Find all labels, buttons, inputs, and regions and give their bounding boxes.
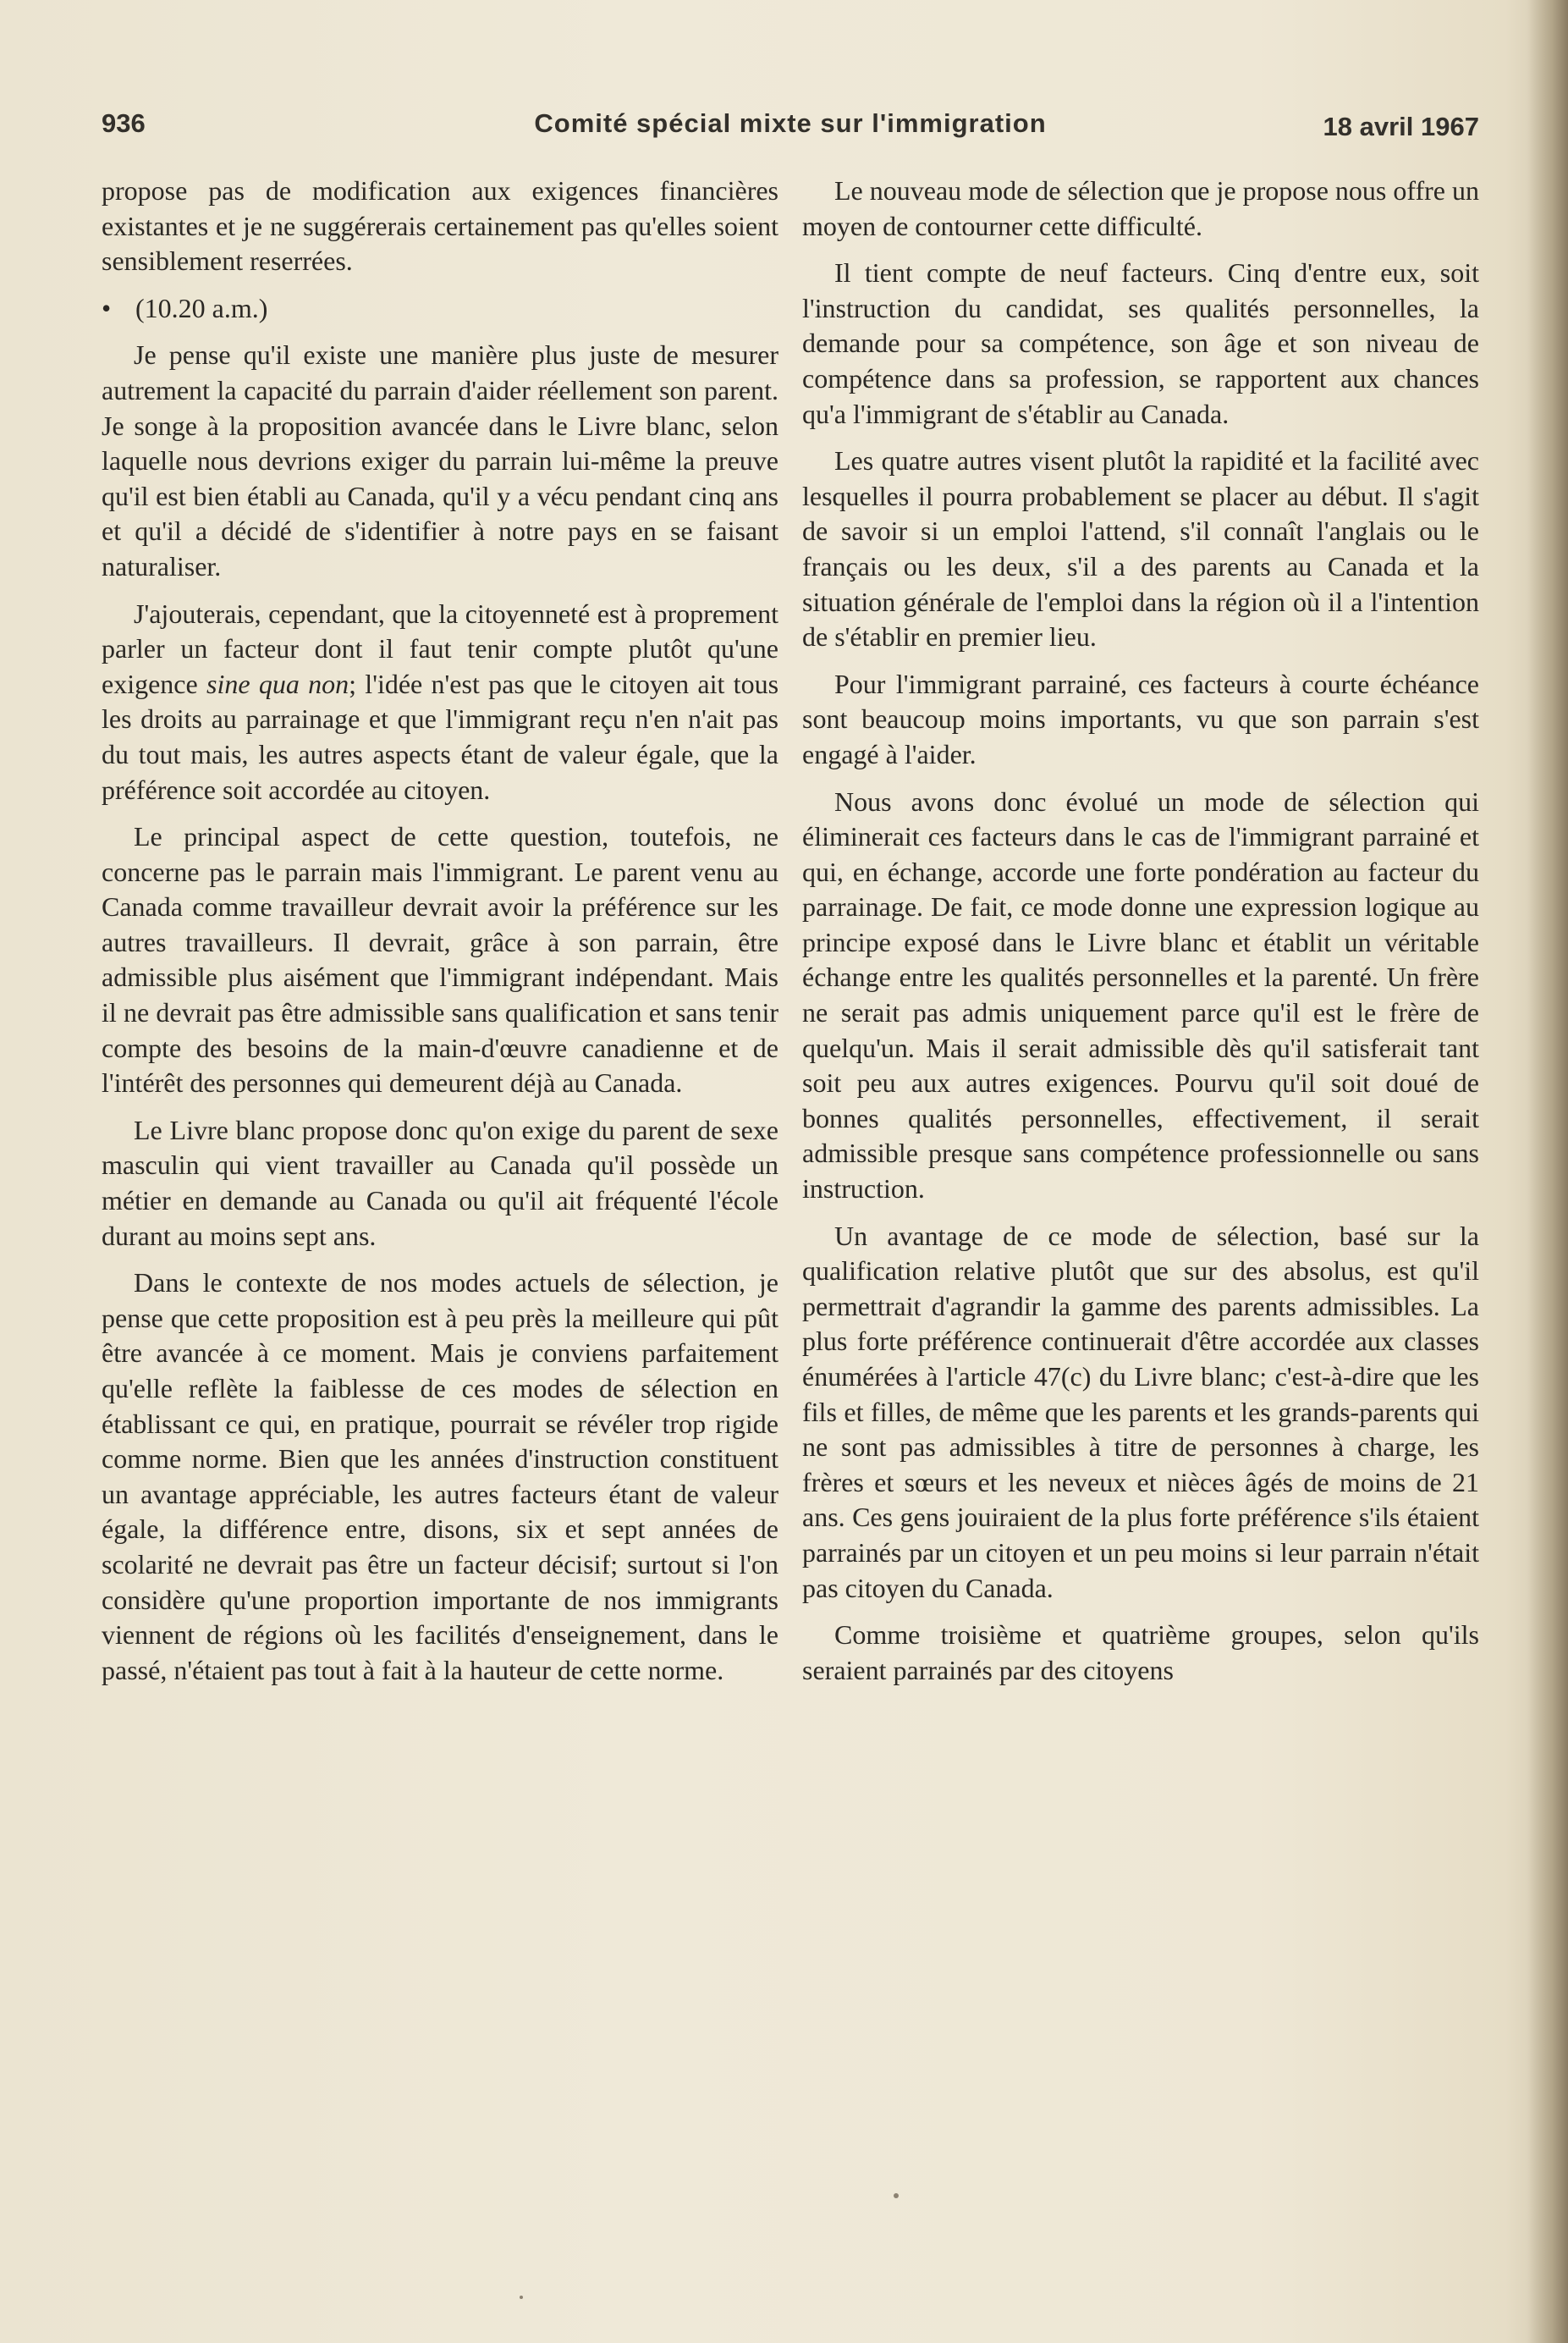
binding-edge-shadow [1527,0,1568,2343]
paragraph: Nous avons donc évolué un mode de sélection qui éliminerait ces facteurs dans le cas de l'immigrant parrainé et qui, en échange, accorde une forte pondération au facteur du parrainage. De fait, ce mode donne une expression logique au principe exposé dans le Livre blanc et établit un véritable échange entre les qualités personnelles et la parenté. Un frère ne serait pas admis uniquement parce qu'il est le frère de quelqu'un. Mais il serait admissible dès qu'il satisferait tant soit peu aux autres exigences. Pourvu qu'il soit doué de bonnes qualités personnelles, effectivement, il serait admissible presque sans compétence professionnelle ou sans instruction. [802,786,1479,1205]
left-column [102,174,778,1700]
page-header [102,108,1479,159]
running-title: Comité spécial mixte sur l'immigration [534,108,1047,138]
paragraph: Dans le contexte de nos modes actuels de sélection, je pense que cette proposition est à peu près la meilleure qui pût être avancée à ce moment. Mais je conviens parfaitement qu'elle reflète la faiblesse de ces modes de sélection en établissant ce qui, en pratique, pourrait se révéler trop rigide comme norme. Bien que les années d'instruction constituent un avantage appréciable, les autres facteurs étant de valeur égale, la différence entre, disons, six et sept années de scolarité ne devrait pas être un facteur décisif; surtout si l'on considère qu'une proportion importante de nos immigrants viennent de régions où les facilités d'enseignement, dans le passé, n'étaient pas tout à fait à la hauteur de cette norme. [102,1267,778,1685]
paper-speck [894,2193,899,2198]
paragraph: Les quatre autres visent plutôt la rapidité et la facilité avec lesquelles il pourra probablement se placer au début. Il s'agit de savoir si un emploi l'attend, s'il connaît l'anglais ou le français ou les deux, s'il a des parents au Canada et la situation générale de l'emploi dans la région où il a l'intention de s'établir en premier lieu. [802,445,1479,653]
paragraph: Le nouveau mode de sélection que je propose nous offre un moyen de contourner cette difficulté. [802,175,1479,241]
paper-speck [520,2296,523,2299]
paragraph [102,597,778,808]
paragraph: Pour l'immigrant parrainé, ces facteurs à courte échéance sont beaucoup moins importants, vu que son parrain s'est engagé à l'aider. [802,668,1479,769]
bullet-icon: • [102,292,112,323]
paragraph: Comme troisième et quatrième groupes, selon qu'ils seraient parrainés par des citoyens [802,1619,1479,1685]
paragraph: Un avantage de ce mode de sélection, basé sur la qualification relative plutôt que sur des absolus, est qu'il permettrait d'agrandir la gamme des parents admissibles. La plus forte préférence continuerait d'être accordée aux classes énumérées à l'article 47(c) du Livre blanc; c'est-à-dire que les fils et filles, de même que les parents et les grands-parents qui ne sont pas admissibles à titre de personnes à charge, les frères et sœurs et les neveux et nièces âgés de moins de 21 ans. Ces gens jouiraient de la plus forte préférence s'ils étaient parrainés par un citoyen et un peu moins si leur parrain n'était pas citoyen du Canada. [802,1220,1479,1603]
italic-phrase: sine qua non [206,668,349,699]
paragraph: Il tient compte de neuf facteurs. Cinq d'entre eux, soit l'instruction du candidat, ses qualités personnelles, la demande pour sa compétence, son âge et son niveau de compétence dans sa profession, se rapportent aux chances qu'a l'immigrant de s'établir au Canada. [802,257,1479,429]
right-column [802,174,1479,1700]
paragraph-text: J'ajouterais, cependant, que la citoyenneté est à proprement parler un facteur dont il faut tenir compte plutôt qu'une exigence [102,598,778,699]
paragraph-text: ; l'idée n'est pas que le citoyen ait tous les droits au parrainage et que l'immigrant reçu n'en n'ait pas du tout mais, les autres aspects étant de valeur égale, que la préférence soit accordée au citoyen. [102,668,779,805]
time-marker [102,291,778,327]
paragraph: Je pense qu'il existe une manière plus juste de mesurer autrement la capacité du parrain d'aider réellement son parent. Je songe à la proposition avancée dans le Livre blanc, selon laquelle nous devrions exiger du parrain lui-même la preuve qu'il est bien établi au Canada, qu'il y a vécu pendant cinq ans et qu'il a décidé de s'identifier à notre pays en se faisant naturaliser. [102,339,778,582]
paragraph-continued: propose pas de modification aux exigences financières existantes et je ne suggérerais certainement pas qu'elles soient sensiblement reserrées. [102,175,778,277]
paragraph: Le Livre blanc propose donc qu'on exige du parent de sexe masculin qui vient travailler au Canada qu'il possède un métier en demande au Canada ou qu'il ait fréquenté l'école durant au moins sept ans. [102,1114,778,1251]
time-marker-text: (10.20 a.m.) [135,292,268,323]
paragraph: Le principal aspect de cette question, toutefois, ne concerne pas le parrain mais l'immigrant. Le parent venu au Canada comme travailleur devrait avoir la préférence sur les autres travailleurs. Il devrait, grâce à son parrain, être admissible plus aisément que l'immigrant indépendant. Mais il ne devrait pas être admissible sans qualification et sans tenir compte des besoins de la main-d'œuvre canadienne et de l'intérêt des personnes qui demeurent déjà au Canada. [102,821,778,1099]
header-date: 18 avril 1967 [1323,112,1479,141]
page-number: 936 [102,108,146,138]
